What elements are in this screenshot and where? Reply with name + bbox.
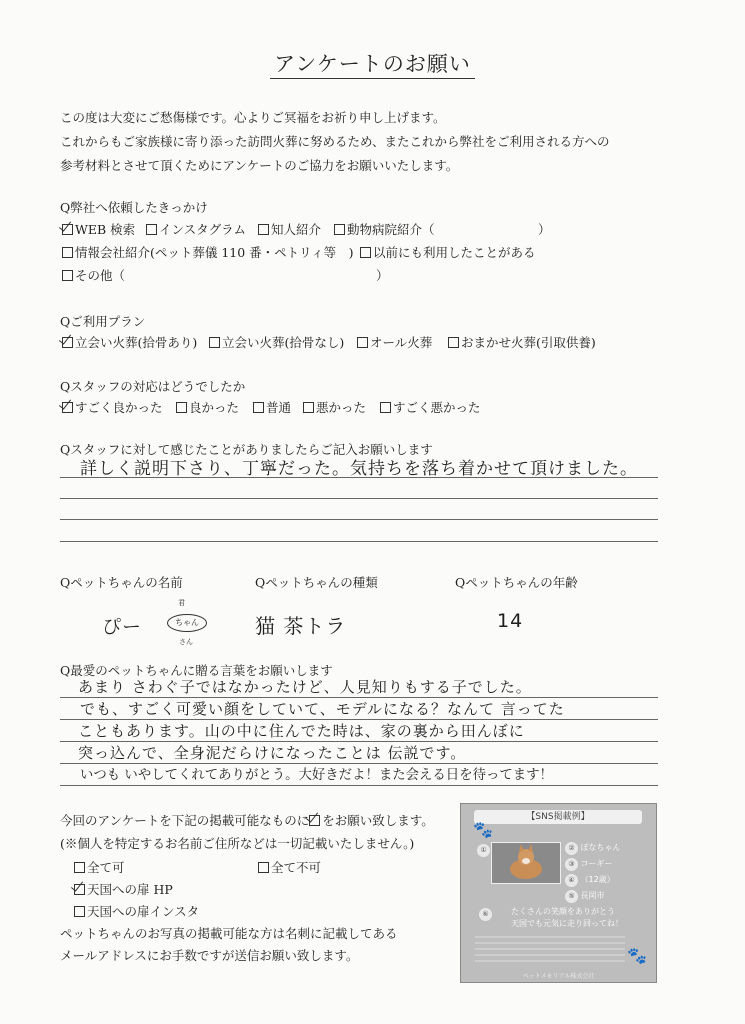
answer-line xyxy=(60,477,658,478)
q2-option-4-label: おまかせ火葬(引取供養) xyxy=(461,335,596,350)
q1-option-hospital-label: 動物病院紹介（ xyxy=(347,222,435,237)
q2-option-3[interactable] xyxy=(357,333,432,351)
consent-option-insta-label: 天国への扉インスタ xyxy=(87,904,200,919)
q1-option-info[interactable] xyxy=(62,243,354,261)
sns-header: 【SNS掲載例】 xyxy=(474,810,642,824)
checkbox-checked[interactable] xyxy=(74,884,85,895)
consent-line-1-tail: をお願い致します。 xyxy=(322,813,434,828)
answer-line xyxy=(60,541,658,542)
consent-option-all-ng-label: 全て不可 xyxy=(271,860,322,875)
checkbox-example-icon xyxy=(309,815,320,826)
q2-option-2[interactable] xyxy=(209,333,344,351)
consent-option-insta[interactable] xyxy=(74,902,199,920)
paw-icon: 🐾 xyxy=(473,820,493,839)
q3-option-1[interactable] xyxy=(62,398,163,416)
sns-n2: ② xyxy=(565,842,578,855)
q1-hospital-close: ） xyxy=(538,222,551,237)
consent-line-1-text: 今回のアンケートを下記の掲載可能なものに xyxy=(60,813,310,828)
consent-line-1 xyxy=(60,811,434,829)
sns-pet-age-text: （12歳） xyxy=(580,875,615,884)
photo-note-1: ペットちゃんのお写真の掲載可能な方は名刺に記載してある xyxy=(60,926,398,941)
checkbox[interactable] xyxy=(62,270,73,281)
dog-image xyxy=(492,843,560,883)
q5-line-1[interactable]: あまり さわぐ子ではなかったけど、人見知りもする子でした。 xyxy=(78,678,532,696)
suffix-kun: 君 xyxy=(178,599,185,607)
q1-option-other-label: その他（ xyxy=(75,268,126,283)
checkbox[interactable] xyxy=(448,337,459,348)
sns-message-1: たくさんの笑顔をありがとう xyxy=(511,907,615,916)
checkbox[interactable] xyxy=(380,402,391,413)
intro-line-2: これからもご家族様に寄り添った訪問火葬に努めるため、またこれから弊社をご利用される方への xyxy=(60,134,610,149)
q3-option-3-label: 普通 xyxy=(266,400,292,415)
checkbox-checked[interactable] xyxy=(62,402,73,413)
q1-option-friend-label: 知人紹介 xyxy=(271,222,322,237)
q1-other-close: ） xyxy=(376,268,389,283)
checkbox[interactable] xyxy=(334,224,345,235)
sns-number-1 xyxy=(477,844,490,857)
checkbox[interactable] xyxy=(146,224,157,235)
sns-pet-breed xyxy=(565,858,613,871)
q3-label: Qスタッフの対応はどうでしたか xyxy=(60,379,246,394)
q5-line-2[interactable]: でも、すごく可愛い顔をしていて、モデルになる？なんて 言ってた xyxy=(80,700,565,718)
sns-n4: ④ xyxy=(565,874,578,887)
sns-pet-name xyxy=(565,842,621,855)
q5-label: Q最愛のペットちゃんに贈る言葉をお願いします xyxy=(60,663,333,678)
q2-option-2-label: 立会い火葬(拾骨なし) xyxy=(222,335,345,350)
sns-number-6 xyxy=(479,908,492,921)
pet-age-answer[interactable]: 14 xyxy=(497,610,524,632)
sns-example-card xyxy=(460,803,657,983)
q5-line-3[interactable]: こともあります。山の中に住んでた時は、家の裏から田んぼに xyxy=(78,722,525,740)
checkbox[interactable] xyxy=(357,337,368,348)
suffix-chan-circled: ちゃん xyxy=(167,614,207,632)
q5-line-5[interactable]: いつも いやしてくれてありがとう。大好きだよ！また会える日を待ってます！ xyxy=(80,768,553,783)
sns-pet-age xyxy=(565,874,615,887)
sns-n3: ③ xyxy=(565,858,578,871)
q3-option-2[interactable] xyxy=(176,398,239,416)
checkbox[interactable] xyxy=(258,862,269,873)
sns-n6: ⑥ xyxy=(479,908,492,921)
answer-line xyxy=(60,741,658,742)
intro-text xyxy=(60,106,610,178)
q1-option-hospital[interactable] xyxy=(334,220,435,238)
q4-label: Qスタッフに対して感じたことがありましたらご記入お願いします xyxy=(60,442,433,457)
sns-pet-city xyxy=(565,890,605,903)
consent-option-all-ng[interactable] xyxy=(258,858,321,876)
q1-option-friend[interactable] xyxy=(258,220,321,238)
q3-option-2-label: 良かった xyxy=(189,400,240,415)
q3-option-4-label: 悪かった xyxy=(316,400,367,415)
checkbox-checked[interactable] xyxy=(62,224,73,235)
pet-name-label: Qペットちゃんの名前 xyxy=(60,575,183,590)
q2-option-1-label: 立会い火葬(拾骨あり) xyxy=(75,335,198,350)
pet-breed-label: Qペットちゃんの種類 xyxy=(255,575,378,590)
answer-line xyxy=(60,785,658,786)
q3-option-5-label: すごく悪かった xyxy=(393,400,481,415)
answer-line xyxy=(60,498,658,499)
checkbox[interactable] xyxy=(176,402,187,413)
pet-name-answer[interactable]: ぴー xyxy=(102,616,143,638)
sns-n1: ① xyxy=(477,844,490,857)
checkbox[interactable] xyxy=(62,247,73,258)
q4-answer[interactable]: 詳しく説明下さり、丁寧だった。気持ちを落ち着かせて頂けました。 xyxy=(80,459,638,479)
q2-option-4[interactable] xyxy=(448,333,596,351)
consent-option-all-ok-label: 全て可 xyxy=(87,860,125,875)
intro-line-1: この度は大変にご愁傷様です。心よりご冥福をお祈り申し上げます。 xyxy=(60,110,446,125)
q1-option-other[interactable] xyxy=(62,266,125,284)
q3-option-4[interactable] xyxy=(303,398,366,416)
q5-line-4[interactable]: 突っ込んで、全身泥だらけになったことは 伝説です。 xyxy=(78,744,467,762)
sns-pet-breed-text: コーギー xyxy=(580,859,613,868)
answer-line xyxy=(60,697,658,698)
answer-line xyxy=(60,519,658,520)
sns-pet-name-text: ぽなちゃん xyxy=(580,843,621,852)
consent-option-all-ok[interactable] xyxy=(74,858,125,876)
q1-option-before[interactable] xyxy=(360,243,536,261)
checkbox[interactable] xyxy=(253,402,264,413)
q1-option-before-label: 以前にも利用したことがある xyxy=(373,245,536,260)
answer-line xyxy=(60,763,658,764)
consent-option-hp[interactable] xyxy=(74,880,173,898)
q1-option-info-label: 情報会社紹介(ペット葬儀 110 番・ペトリィ等 ) xyxy=(75,245,354,260)
page-title xyxy=(0,48,745,78)
q3-option-5[interactable] xyxy=(380,398,481,416)
page-title-text: アンケートのお願い xyxy=(270,52,475,79)
photo-note-2: メールアドレスにお手数ですが送信お願い致します。 xyxy=(60,948,359,963)
consent-line-2: (※個人を特定するお名前ご住所などは一切記載いたしません。) xyxy=(60,836,415,851)
pet-breed-answer[interactable]: 猫 茶トラ xyxy=(255,614,347,638)
q1-label: Q弊社へ依頼したきっかけ xyxy=(60,200,208,215)
checkbox[interactable] xyxy=(74,906,85,917)
sns-n5: ⑤ xyxy=(565,890,578,903)
paw-icon: 🐾 xyxy=(627,946,647,965)
q2-option-3-label: オール火葬 xyxy=(370,335,433,350)
q1-option-web[interactable] xyxy=(62,220,135,238)
sns-footer: ペットメモリアル株式会社 xyxy=(522,973,595,980)
checkbox[interactable] xyxy=(74,862,85,873)
q3-option-3[interactable] xyxy=(253,398,291,416)
checkbox[interactable] xyxy=(303,402,314,413)
q2-option-1[interactable] xyxy=(62,333,197,351)
pet-age-label: Qペットちゃんの年齢 xyxy=(455,575,578,590)
q1-option-insta[interactable] xyxy=(146,220,246,238)
sns-body-text-placeholder xyxy=(475,936,625,962)
answer-line xyxy=(60,719,658,720)
checkbox[interactable] xyxy=(258,224,269,235)
suffix-san: さん xyxy=(179,638,193,646)
q1-option-web-label: WEB 検索 xyxy=(75,222,136,237)
checkbox[interactable] xyxy=(209,337,220,348)
q3-option-1-label: すごく良かった xyxy=(75,400,163,415)
checkbox-checked[interactable] xyxy=(62,337,73,348)
sns-pet-city-text: 長岡市 xyxy=(580,891,605,900)
sns-dog-photo xyxy=(491,842,561,884)
q2-label: Qご利用プラン xyxy=(60,314,146,329)
checkbox[interactable] xyxy=(360,247,371,258)
sns-message-2: 天国でも元気に走り回ってね！ xyxy=(511,919,623,928)
intro-line-3: 参考材料とさせて頂くためにアンケートのご協力をお願いいたします。 xyxy=(60,158,459,173)
consent-option-hp-label: 天国への扉 HP xyxy=(87,882,173,897)
q1-option-insta-label: インスタグラム xyxy=(159,222,247,237)
